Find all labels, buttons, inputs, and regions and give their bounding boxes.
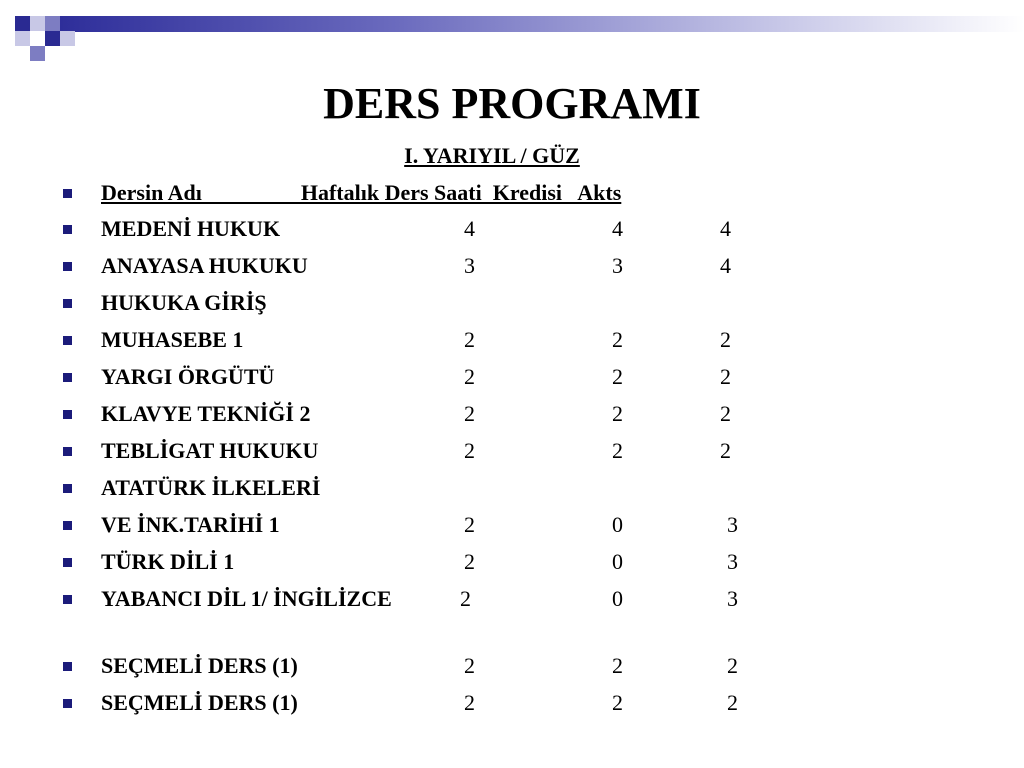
list-item [0,214,1024,244]
bullet-icon [63,189,72,198]
course-credit: 2 [612,364,623,389]
course-akts: 2 [727,653,738,678]
course-credit: 2 [612,438,623,463]
course-credit: 2 [612,327,623,352]
slide-title: DERS PROGRAMI [323,79,701,128]
course-credit: 0 [612,586,623,611]
course-akts: 3 [727,586,738,611]
course-name: SEÇMELİ DERS (1) [101,690,298,715]
course-hours: 2 [464,512,475,537]
bullet-icon [63,558,72,567]
header-square-dark [15,16,30,31]
course-credit: 0 [612,512,623,537]
list-item [0,399,1024,429]
course-hours: 2 [464,438,475,463]
slide-subtitle: I. YARIYIL / GÜZ [404,143,580,168]
table-header-text: Dersin Adı Haftalık Ders Saati Kredisi Akts [101,180,622,205]
course-name: HUKUKA GİRİŞ [101,290,267,315]
course-name: MUHASEBE 1 [101,327,244,352]
course-hours: 2 [460,586,471,611]
list-item [0,547,1024,577]
list-item [0,584,1024,614]
course-name: YARGI ÖRGÜTÜ [101,364,275,389]
course-hours: 2 [464,327,475,352]
course-credit: 2 [612,401,623,426]
bullet-icon [63,225,72,234]
course-name: KLAVYE TEKNİĞİ 2 [101,401,311,426]
header-square-mid [45,16,60,31]
course-hours: 3 [464,253,475,278]
course-akts: 4 [720,216,731,241]
course-name: TEBLİGAT HUKUKU [101,438,319,463]
course-credit: 4 [612,216,623,241]
header-square-light [60,31,75,46]
course-name: ANAYASA HUKUKU [101,253,308,278]
course-akts: 3 [727,549,738,574]
bullet-icon [63,595,72,604]
course-akts: 3 [727,512,738,537]
course-akts: 2 [720,364,731,389]
bullet-icon [63,299,72,308]
list-item [0,288,1024,318]
course-hours: 2 [464,549,475,574]
course-name: VE İNK.TARİHİ 1 [101,512,280,537]
bullet-icon [63,484,72,493]
course-credit: 0 [612,549,623,574]
bullet-icon [63,410,72,419]
bullet-icon [63,662,72,671]
course-akts: 4 [720,253,731,278]
course-hours: 2 [464,401,475,426]
bullet-icon [63,336,72,345]
header-square-light [15,31,30,46]
course-hours: 4 [464,216,475,241]
course-akts: 2 [720,327,731,352]
table-header-row [0,178,1024,208]
course-name: YABANCI DİL 1/ İNGİLİZCE [101,586,392,611]
course-name: SEÇMELİ DERS (1) [101,653,298,678]
course-akts: 2 [720,401,731,426]
course-hours: 2 [464,690,475,715]
course-credit: 3 [612,253,623,278]
list-item [0,362,1024,392]
bullet-icon [63,447,72,456]
header-square-light [30,16,45,31]
course-akts: 2 [727,690,738,715]
course-credit: 2 [612,690,623,715]
header-gradient-band [60,16,1024,32]
course-name: MEDENİ HUKUK [101,216,281,241]
header-square-mid [30,46,45,61]
list-item [0,251,1024,281]
course-credit: 2 [612,653,623,678]
list-item [0,651,1024,681]
list-item [0,688,1024,718]
bullet-icon [63,699,72,708]
list-item [0,325,1024,355]
course-name: TÜRK DİLİ 1 [101,549,235,574]
list-item [0,510,1024,540]
course-name: ATATÜRK İLKELERİ [101,475,321,500]
header-square-dark [45,31,60,46]
list-item [0,436,1024,466]
bullet-icon [63,521,72,530]
bullet-icon [63,262,72,271]
course-hours: 2 [464,364,475,389]
course-hours: 2 [464,653,475,678]
list-item [0,473,1024,503]
course-akts: 2 [720,438,731,463]
bullet-icon [63,373,72,382]
